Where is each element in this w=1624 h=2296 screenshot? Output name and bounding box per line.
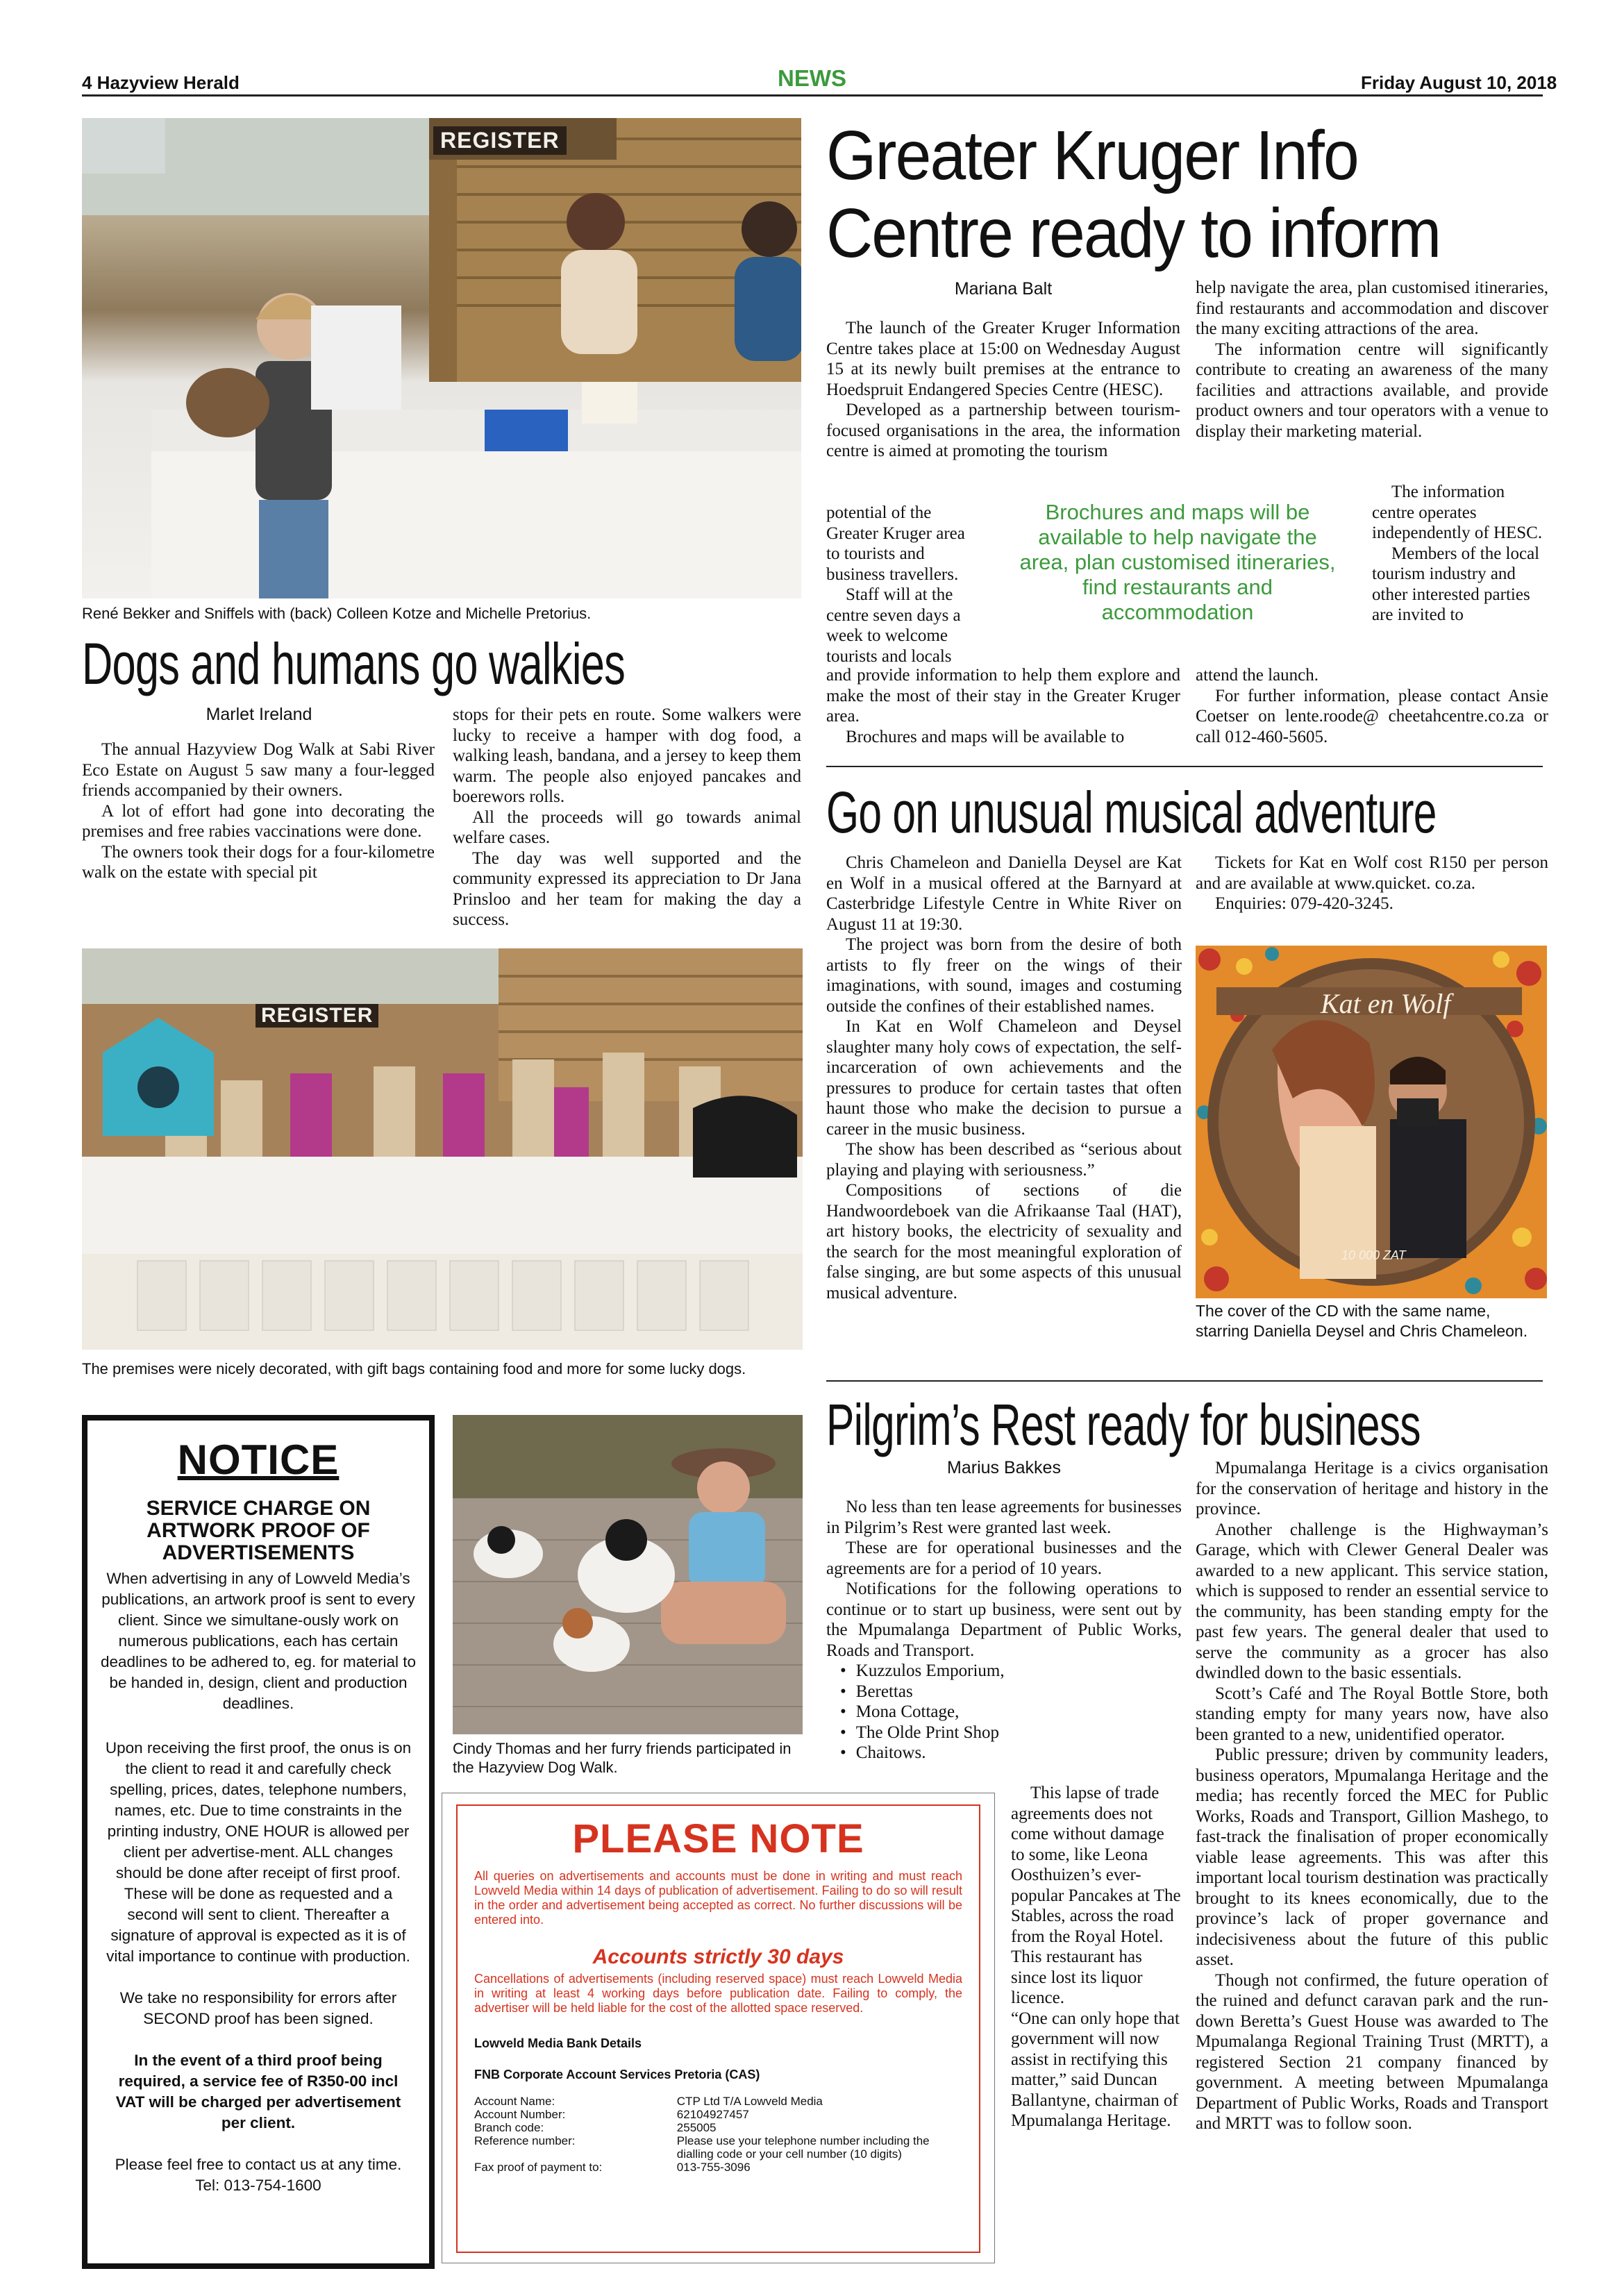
dogs-col1-p2: A lot of effort had gone into decorating the premises and free rabies vaccinations were done.	[82, 801, 435, 841]
dogs-col1-p1: The annual Hazyview Dog Walk at Sabi River Eco Estate on August 5 saw many a four-legged friends accompanied by their owners.	[82, 740, 435, 800]
cd-badge: 10 000 ZAT	[1341, 1248, 1406, 1262]
musical-headline-text: Go on unusual musical adventure	[826, 780, 1437, 845]
musical-col2-p2: Enquiries: 079-420-3245.	[1215, 894, 1393, 913]
dogs-col2-p2: All the proceeds will go towards animal welfare cases.	[453, 807, 801, 847]
musical-col1-p4: The show has been described as “serious about playing and playing with seriousness.”	[826, 1140, 1182, 1180]
pilgrims-col1-p3: Notifications for the following operations to continue or to start up business, were sent out by the Mpumalanga Department of Public Works, Roads and Transport.	[826, 1579, 1182, 1660]
page-folio: 4 Hazyview Herald	[82, 72, 240, 93]
notice-subtitle: SERVICE CHARGE ON ARTWORK PROOF OF ADVERTISEMENTS	[146, 1497, 371, 1564]
notice-p1: When advertising in any of Lowveld Media’s publications, an artwork proof is sent to every client. Since we simultane-ously work on numerous publications, each has certain deadlines to be adhered to, eg. for material to be handed in, design, client and production deadlines.	[100, 1570, 417, 1712]
cd-cover-image	[1196, 946, 1547, 1298]
musical-col1	[826, 853, 1182, 1303]
musical-col1-p1	[826, 853, 1182, 935]
notice-p3: We take no responsibility for errors after SECOND proof has been signed.	[119, 1989, 397, 2027]
business-list-item: • Kuzzulos Emporium,	[840, 1661, 1182, 1682]
pilgrims-byline: Marius Bakkes	[947, 1458, 1061, 1477]
business-list	[840, 1661, 1182, 1763]
pilgrims-col2-p1: Mpumalanga Heritage is a civics organisation for the conservation of heritage and history in the province.	[1196, 1459, 1548, 1518]
dogs-byline: Marlet Ireland	[206, 705, 312, 724]
bank-row-value: Please use your telephone number including the dialling code or your cell number (10 digits)	[676, 2134, 930, 2161]
photo2-caption: The premises were nicely decorated, with gift bags containing food and more for some lucky dogs.	[82, 1360, 746, 1377]
dogs-col2-p3: The day was well supported and the community expressed its appreciation to Dr Jana Prinsloo and her team for making the day a success.	[453, 848, 801, 929]
cd-caption: The cover of the CD with the same name, starring Daniella Deysel and Chris Chameleon.	[1196, 1302, 1528, 1340]
kruger-col1-bottom	[826, 665, 1180, 747]
please-note-p1: All queries on advertisements and accounts must be done in writing and must reach Lowveld Media within 14 days of publication of advertisement. Failing to do so will result in the order and advertisement being accepted as correct. No further discussions will be entered into.	[474, 1869, 962, 1927]
bank-row-key: Fax proof of payment to:	[474, 2161, 603, 2174]
kruger-col1-bottom-p2: Brochures and maps will be available to	[846, 727, 1125, 746]
pilgrims-col2-p3: Scott’s Café and The Royal Bottle Store, both standing empty for many years now, have also been granted to a new, unidentified operator.	[1196, 1684, 1548, 1744]
bank-row-reference	[474, 2134, 962, 2161]
kruger-col2-p1: help navigate the area, plan customised itineraries, find restaurants and accommodation and discover the many exciting attractions of the area.	[1196, 278, 1548, 338]
gift-bags-illustration	[82, 948, 803, 1350]
gift-bags-photo	[82, 948, 803, 1350]
kruger-pullquote: Brochures and maps will be available to help navigate the area, plan customised itineraries, find restaurants and accommodation	[1019, 500, 1336, 624]
pilgrims-col1b-p2: “One can only hope that government will now assist in rectifying this matter,” said Duncan Ballantyne, chairman of Mpumalanga Heritage.	[1011, 2009, 1180, 2130]
musical-col1-p2: The project was born from the desire of both artists to fly freer on the wings of their imaginations, with sound, images and costuming outside the confines of their established names.	[826, 935, 1182, 1016]
kruger-col1-p1: The launch of the Greater Kruger Information Centre takes place at 15:00 on Wednesday August 15 at its newly built premises at the entrance to Hoedspruit Endangered Species Centre (HESC).	[826, 319, 1180, 399]
kruger-col1-p2: Developed as a partnership between tourism-focused organisations in the area, the information centre is aimed at promoting the tourism	[826, 401, 1180, 460]
kruger-headline-line2: Centre ready to inform	[826, 194, 1441, 272]
bank-row-key: Account Number:	[474, 2108, 566, 2121]
pilgrims-headline-text: Pilgrim’s Rest ready for business	[826, 1392, 1421, 1457]
section-label: NEWS	[778, 65, 846, 91]
bank-row-key: Account Name:	[474, 2095, 555, 2108]
business-list-item: • The Olde Print Shop	[840, 1723, 1182, 1743]
kruger-col2-narrow-p1: The information centre operates independently of HESC.	[1372, 483, 1543, 542]
business-list-item: • Mona Cottage,	[840, 1702, 1182, 1723]
bank-row-value: 013-755-3096	[676, 2161, 751, 2174]
bank-row-value: 62104927457	[676, 2108, 749, 2121]
pilgrims-col1b	[1011, 1783, 1182, 2131]
register-sign-2: REGISTER	[256, 1004, 378, 1028]
notice-title: NOTICE	[177, 1436, 340, 1483]
kruger-col2-p2: The information centre will significantly contribute to creating an awareness of the many facilities and attractions available, and provide product owners and tour operators with a venue to display their marketing material.	[1196, 340, 1548, 441]
please-note-p2: Cancellations of advertisements (including reserved space) must reach Lowveld Media in writing at least 4 working days before publication date. Failing to comply, the advertiser will be held liable for the cost of the allotted space reserved.	[474, 1972, 962, 2015]
kruger-col1-narrow-p1: potential of the Greater Kruger area to tourists and business travellers.	[826, 503, 965, 584]
header-rule	[82, 94, 1543, 97]
pilgrims-col1	[826, 1497, 1182, 1763]
musical-col1-p3: In Kat en Wolf Chameleon and Deysel slaughter many holy cows of expectation, the self-incarceration of own achievements and the pressures to produce for certain tastes that often haunt those who make the decision to pursue a career in the music business.	[826, 1017, 1182, 1139]
kruger-col2-narrow	[1372, 482, 1548, 626]
registration-table-photo	[82, 118, 801, 598]
kruger-col1-top	[826, 318, 1180, 462]
kruger-col2-top	[1196, 278, 1548, 442]
bank-row-key: Branch code:	[474, 2121, 544, 2134]
register-sign: REGISTER	[433, 126, 567, 155]
dogs-col2-p1: stops for their pets en route. Some walkers were lucky to receive a hamper with dog food, a walking leash, bandana, and a jersey to keep them warm. The people also enjoyed pancakes and boerewors rolls.	[453, 705, 801, 806]
kruger-col1-bottom-p1: and provide information to help them explore and make the most of their stay in the Greater Kruger area.	[826, 666, 1180, 726]
kruger-headline-line1: Greater Kruger Info	[826, 117, 1358, 194]
cd-title: Kat en Wolf	[1321, 988, 1451, 1019]
kruger-headline	[826, 117, 1555, 272]
musical-col1-p5: Compositions of sections of die Handwoordeboek van die Afrikaanse Taal (HAT), art history books, the electricity of sexuality and the search for the most meaningful exploration of false singing, are but some aspects of this unusual musical adventure.	[826, 1181, 1182, 1302]
photo3-caption: Cindy Thomas and her furry friends participated in the Hazyview Dog Walk.	[453, 1740, 792, 1776]
pilgrims-col1-p1: No less than ten lease agreements for businesses in Pilgrim’s Rest were granted last week.	[826, 1498, 1182, 1537]
pilgrims-col1-p2: These are for operational businesses and the agreements are for a period of 10 years.	[826, 1539, 1182, 1578]
musical-col1-p1-text: Chris Chameleon and Daniella Deysel are Kat en Wolf in a musical offered at the Barnyard at Casterbridge Lifestyle Centre in White River on August 11 at 19:30.	[826, 853, 1182, 934]
pilgrims-headline	[826, 1391, 1555, 1458]
please-note-subtitle: Accounts strictly 30 days	[592, 1945, 844, 1968]
bank-row-value: 255005	[676, 2121, 717, 2134]
bank-title: Lowveld Media Bank Details	[474, 2036, 642, 2050]
dogs-col1	[82, 739, 435, 883]
photo-illustration	[82, 118, 801, 598]
kruger-col2-bottom	[1196, 665, 1548, 747]
business-list-item: • Chaitows.	[840, 1743, 1182, 1763]
photo1-caption: René Bekker and Sniffels with (back) Colleen Kotze and Michelle Pretorius.	[82, 605, 592, 622]
bank-subtitle: FNB Corporate Account Services Pretoria (CAS)	[474, 2068, 760, 2081]
musical-col2	[1196, 853, 1548, 914]
pilgrims-col2-p2: Another challenge is the Highwayman’s Garage, which with Clewer General Dealer was awarded to a new applicant. This service station, which is supposed to render an essential service to the community, has been standing empty for the past few years. The general dealer that used to serve the community as a grocer has also dwindled down to the basic essentials.	[1196, 1520, 1548, 1682]
issue-date: Friday August 10, 2018	[1361, 72, 1557, 93]
bank-details	[474, 2095, 962, 2174]
cindy-thomas-photo	[453, 1415, 803, 1734]
please-note-title: PLEASE NOTE	[572, 1816, 864, 1861]
notice-p5: Please feel free to contact us at any time. Tel: 013-754-1600	[115, 2156, 402, 2194]
notice-box	[82, 1415, 435, 2269]
kruger-col2-bottom-p2: For further information, please contact Ansie Coetser on lente.roode@ cheetahcentre.co.za or call 012-460-5605.	[1196, 686, 1548, 746]
kruger-byline: Mariana Balt	[954, 279, 1053, 299]
dogs-col2	[453, 705, 801, 930]
pilgrims-col2	[1196, 1458, 1548, 2134]
business-list-item: • Berettas	[840, 1682, 1182, 1702]
bank-row-value: CTP Ltd T/A Lowveld Media	[676, 2095, 823, 2108]
bank-row-key: Reference number:	[474, 2134, 576, 2147]
dogs-headline-text: Dogs and humans go walkies	[82, 631, 626, 696]
pilgrims-col1b-p1: This lapse of trade agreements does not come without damage to some, like Leona Oosthuizen’s ever-popular Pancakes at The Stables, across the road from the Royal Hotel. This restaurant has since lost its liquor licence.	[1011, 1784, 1181, 2007]
kruger-col2-narrow-p2: Members of the local tourism industry and other interested parties are invited to	[1372, 544, 1540, 624]
notice-p2: Upon receiving the first proof, the onus is on the client to read it and carefully check spelling, prices, dates, telephone numbers, names, etc. Due to time constraints in the printing industry, ONE HOUR is allowed per client per advertise-ment. ALL changes should be done after receipt of first proof. These will be done as requested and a second will sent to client. Thereafter a signature of approval is expected as it is of vital importance to continue with production.	[105, 1739, 412, 1965]
musical-col2-p1: Tickets for Kat en Wolf cost R150 per person and are available at www.quicket. co.za.	[1196, 853, 1548, 893]
bank-row-fax	[474, 2161, 962, 2174]
kruger-col1-narrow-p2: Staff will at the centre seven days a week to welcome tourists and locals	[826, 585, 961, 666]
cindy-illustration	[453, 1415, 803, 1734]
bank-row-number	[474, 2108, 962, 2121]
notice-p4: In the event of a third proof being required, a service fee of R350-00 incl VAT will be charged per advertisement per client.	[115, 2052, 401, 2131]
kruger-col2-bottom-p1: attend the launch.	[1196, 666, 1319, 685]
kruger-col1-narrow	[826, 503, 978, 667]
bank-row-branch	[474, 2121, 962, 2134]
kruger-divider	[826, 766, 1543, 767]
pilgrims-col2-p5: Though not confirmed, the future operation of the ruined and defunct caravan park and the run-down Beretta’s Guest House was awarded to The Mpumalanga Regional Training Trust (MRTT), a registered Section 21 company financed by government. A meeting between Mpumalanga Department of Public Works, Roads and Transport and MRTT was to follow soon.	[1196, 1970, 1548, 2133]
please-note-box	[456, 1804, 980, 2253]
bank-row-name	[474, 2095, 962, 2108]
musical-headline	[826, 779, 1555, 846]
dogs-col1-p3: The owners took their dogs for a four-kilometre walk on the estate with special pit	[82, 842, 435, 882]
pilgrims-col2-p4: Public pressure; driven by community leaders, business operators, Mpumalanga Heritage and the media; has recently forced the MEC for Public Works, Roads and Transport, Gillion Mashego, to fast-track the finalisation of proper economically viable lease agreements. This was after this important local tourism destination was practically brought to its knees economically, due to the province’s lack of proper governance and indecisiveness about the future of this public asset.	[1196, 1745, 1548, 1969]
dogs-headline	[82, 630, 818, 707]
please-note-frame	[442, 1793, 995, 2263]
musical-divider	[826, 1380, 1543, 1382]
